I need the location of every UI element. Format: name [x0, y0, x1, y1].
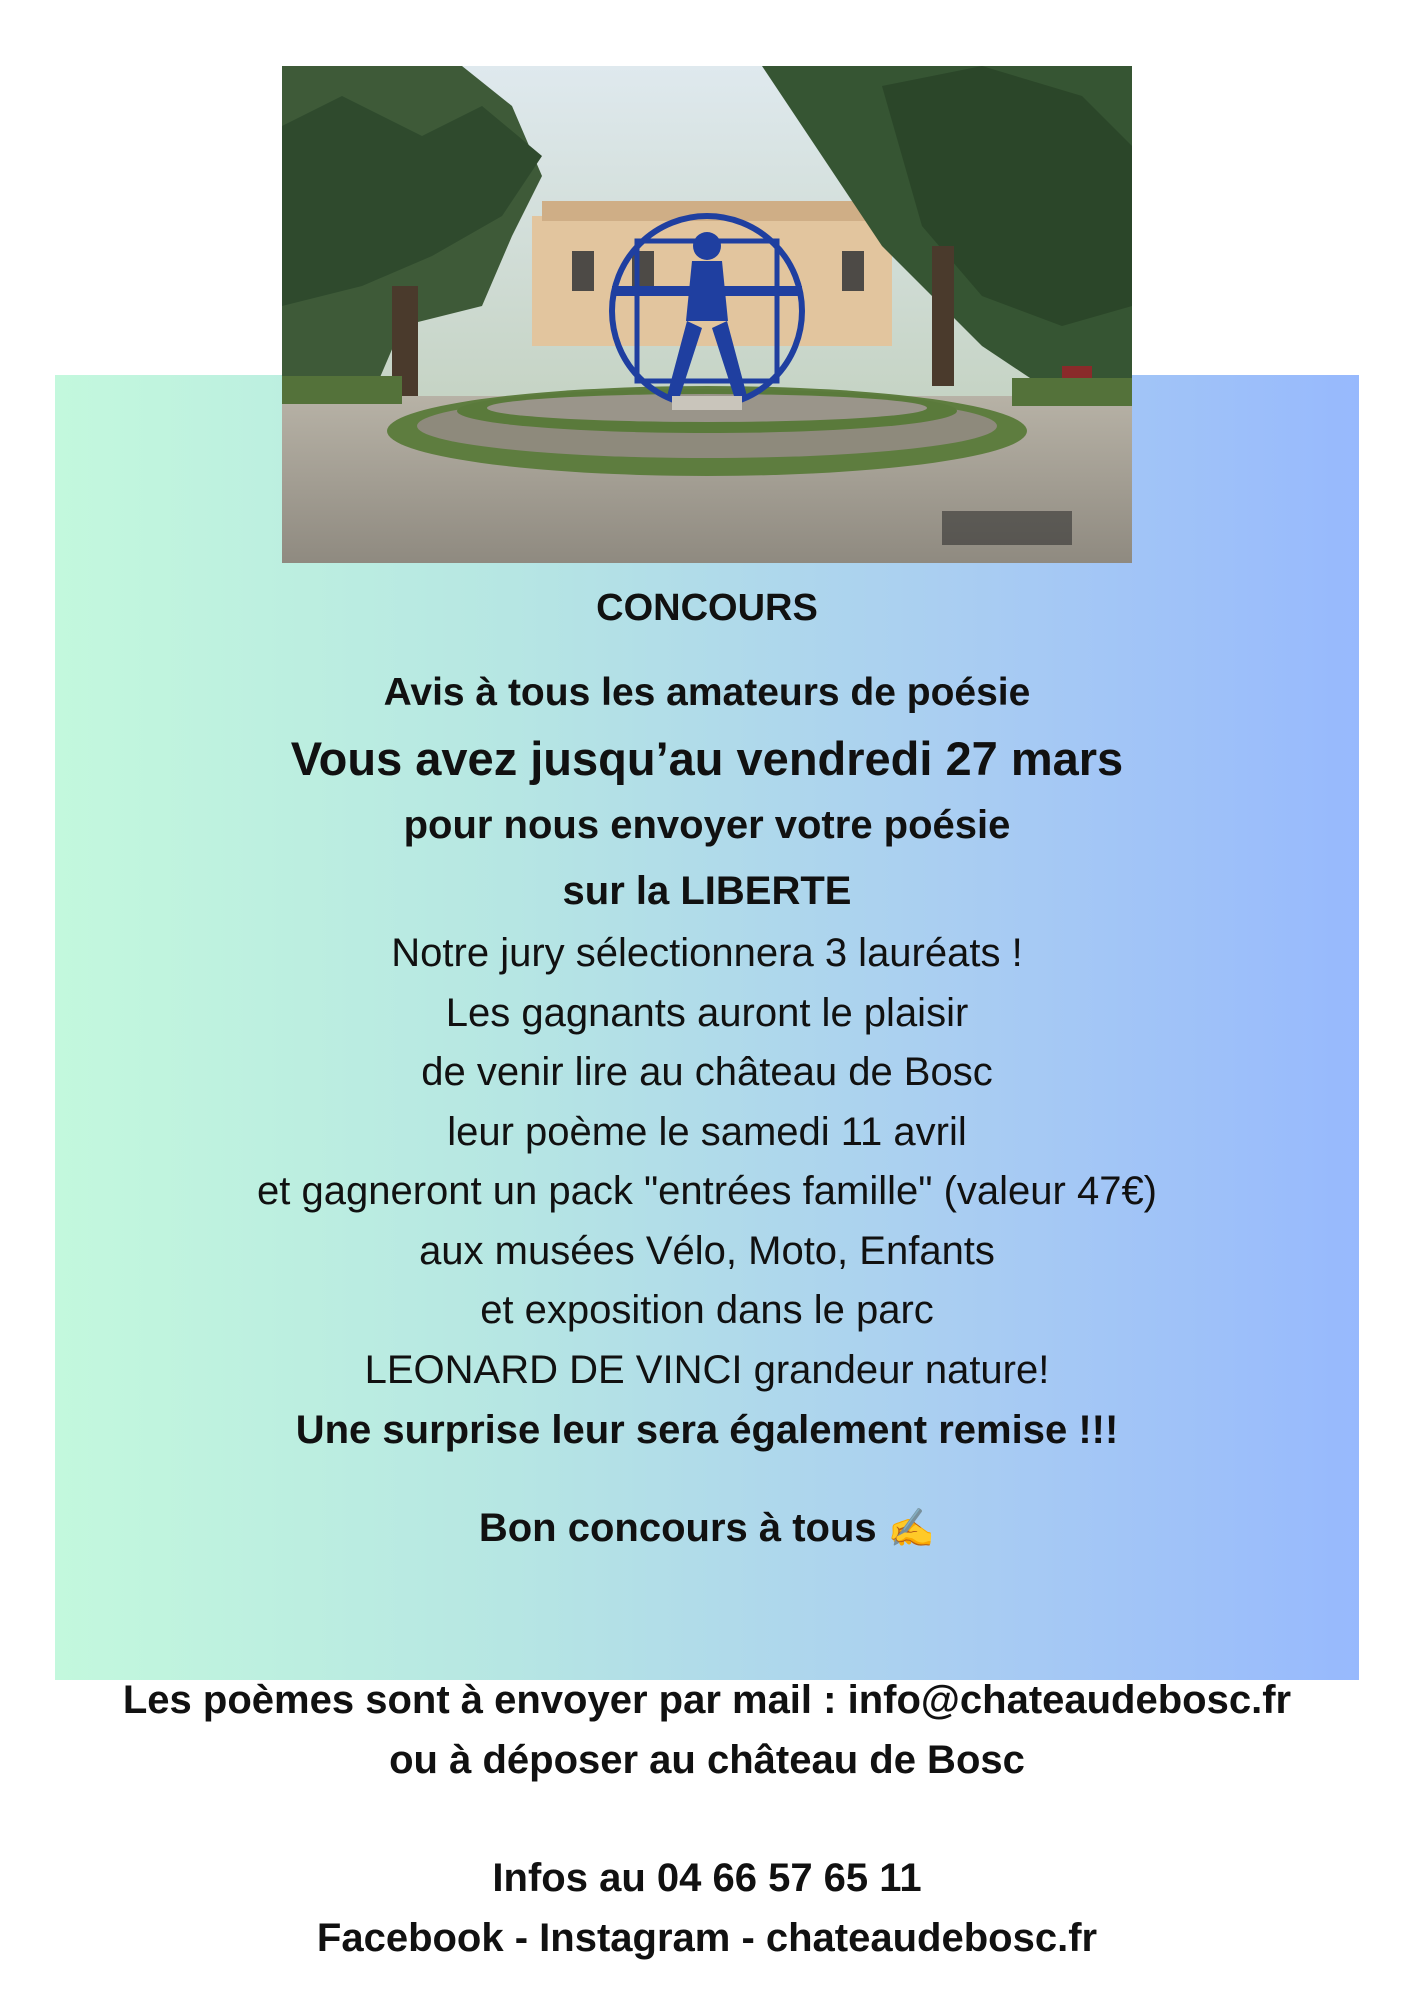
winners-line: Les gagnants auront le plaisir	[445, 990, 969, 1035]
writing-hand-icon: ✍️	[887, 1508, 936, 1550]
good-luck-line	[55, 1498, 1359, 1559]
send-line: pour nous envoyer votre poésie	[403, 803, 1011, 847]
spacer	[0, 1790, 1414, 1848]
social-links: Facebook - Instagram - chateaudebosc.fr	[316, 1916, 1098, 1960]
announcement	[55, 570, 1359, 1559]
theme-line: sur la LIBERTE	[562, 869, 852, 913]
intro-line: Avis à tous les amateurs de poésie	[383, 671, 1031, 714]
park-photo	[282, 66, 1132, 563]
email-instructions: Les poèmes sont à envoyer par mail : info@chateaudebosc.fr	[122, 1678, 1292, 1722]
drop-off-instructions: ou à déposer au château de Bosc	[389, 1738, 1025, 1782]
footer-contact	[0, 1670, 1414, 1968]
page-title: CONCOURS	[596, 587, 818, 629]
good-luck-text: Bon concours à tous	[478, 1506, 877, 1550]
phone-info: Infos au 04 66 57 65 11	[492, 1856, 922, 1900]
photo-credit-watermark	[942, 511, 1072, 545]
deadline-line: Vous avez jusqu’au vendredi 27 mars	[290, 732, 1124, 785]
read-line: de venir lire au château de Bosc	[421, 1050, 993, 1094]
date-line: leur poème le samedi 11 avril	[447, 1109, 967, 1154]
museums-line: aux musées Vélo, Moto, Enfants	[419, 1228, 995, 1273]
jury-line: Notre jury sélectionnera 3 lauréats !	[391, 931, 1023, 975]
leonard-line: LEONARD DE VINCI grandeur nature!	[364, 1347, 1050, 1392]
prize-line: et gagneront un pack "entrées famille" (valeur 47€)	[256, 1169, 1158, 1213]
park-photo-illustration	[282, 66, 1132, 563]
exhibition-line: et exposition dans le parc	[480, 1288, 934, 1332]
surprise-line: Une surprise leur sera également remise !!!	[295, 1408, 1119, 1452]
